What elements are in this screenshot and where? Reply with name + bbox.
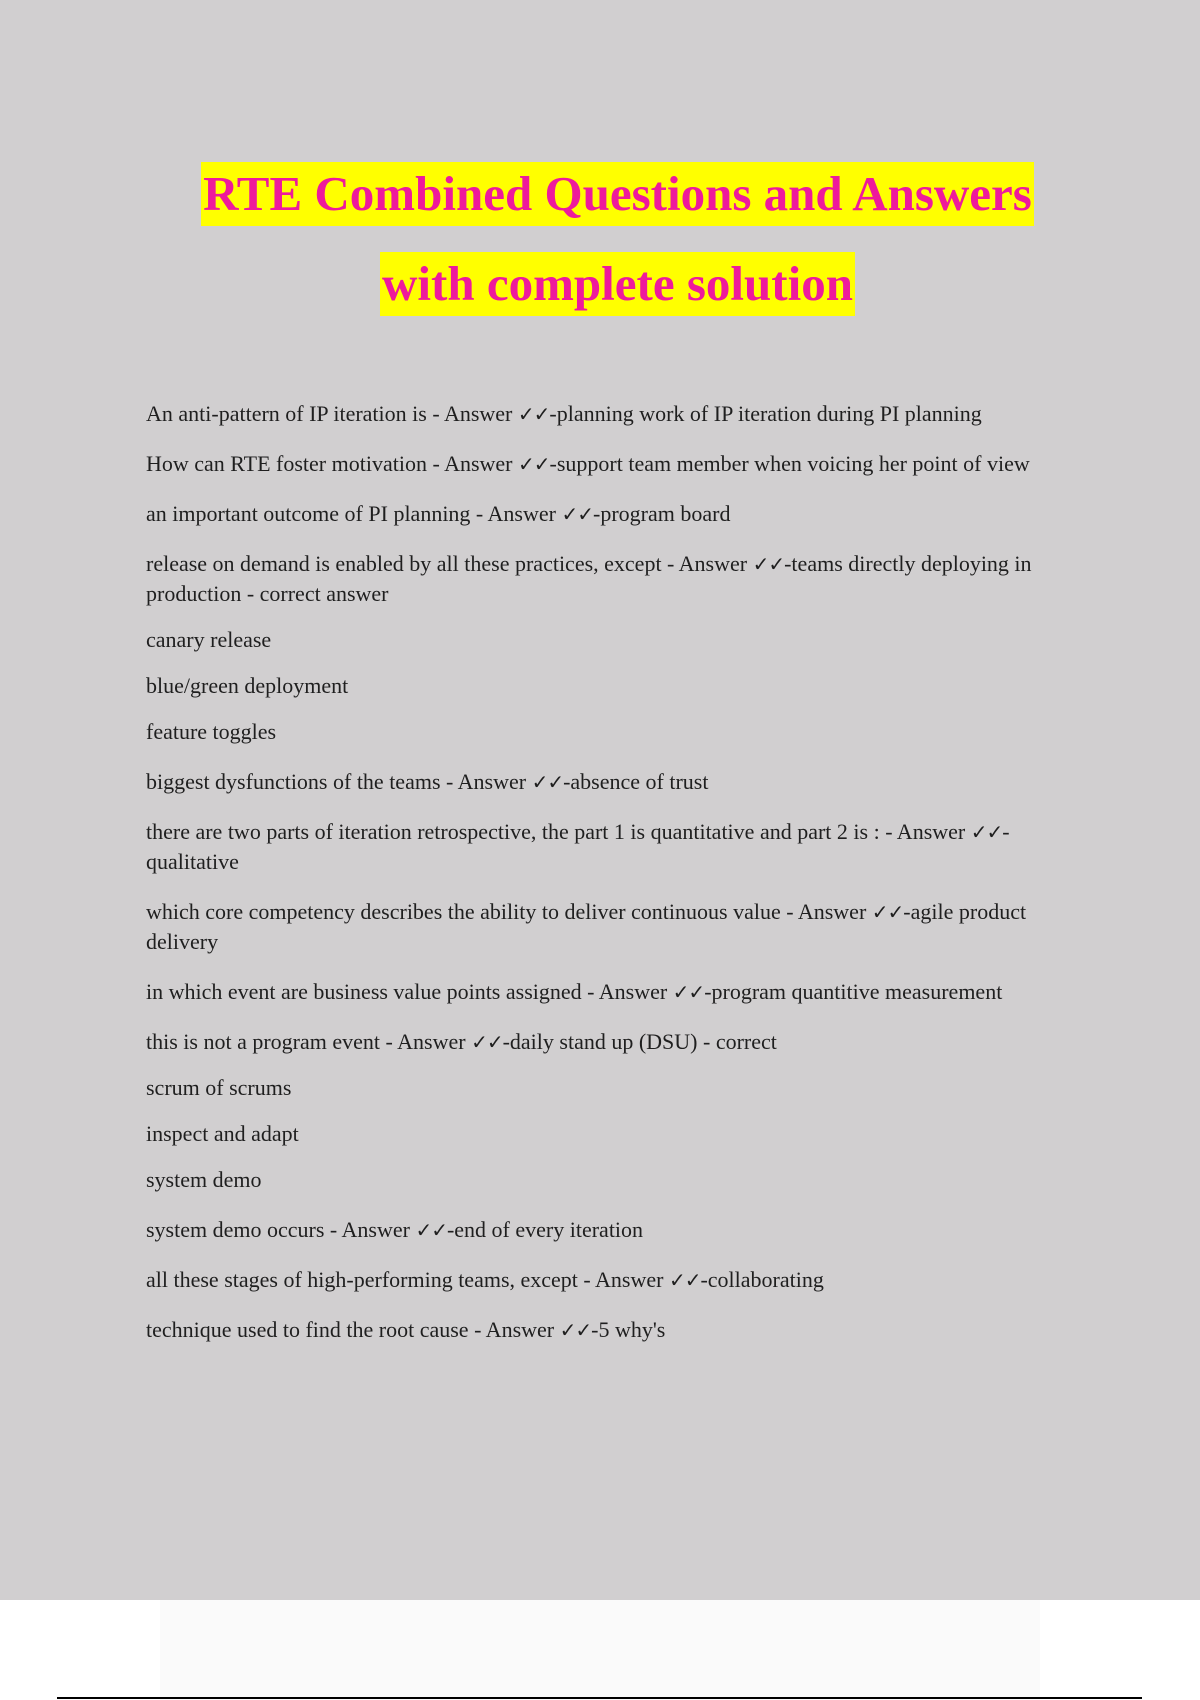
double-check-icon: ✓✓ (517, 402, 550, 426)
qa-item-6 (146, 817, 1076, 877)
answer-text: -daily stand up (DSU) - correct (502, 1029, 777, 1054)
qa-item-1 (146, 399, 1076, 429)
qa-list (146, 399, 1076, 1345)
list-item-scrum-of-scrums: scrum of scrums (146, 1075, 292, 1100)
qa-item-8 (146, 977, 1076, 1007)
qa-item-7 (146, 897, 1076, 957)
list-item-inspect-and-adapt: inspect and adapt (146, 1121, 299, 1146)
question-text: there are two parts of iteration retrospective, the part 1 is quantitative and part 2 is : - Answer (146, 819, 971, 844)
double-check-icon: ✓✓ (668, 1268, 701, 1292)
question-text: in which event are business value points assigned - Answer (146, 979, 673, 1004)
qa-item-3 (146, 499, 1076, 529)
footer-divider (57, 1697, 1142, 1699)
double-check-icon: ✓✓ (970, 820, 1003, 844)
page-footer-area (0, 1600, 1200, 1700)
question-text: biggest dysfunctions of the teams - Answer (146, 769, 532, 794)
qa-item-5 (146, 767, 1076, 797)
answer-text: -5 why's (591, 1317, 666, 1342)
question-text: an important outcome of PI planning - Answer (146, 501, 562, 526)
document-title (0, 162, 1200, 316)
question-text: this is not a program event - Answer (146, 1029, 472, 1054)
question-text: system demo occurs - Answer (146, 1217, 416, 1242)
question-text: technique used to find the root cause - Answer (146, 1317, 560, 1342)
qa-item-4 (146, 549, 1076, 609)
title-line-1: RTE Combined Questions and Answers (201, 162, 1034, 226)
list-item-feature-toggles: feature toggles (146, 719, 277, 744)
double-check-icon: ✓✓ (518, 452, 550, 476)
double-check-icon: ✓✓ (871, 900, 904, 924)
title-line-2: with complete solution (380, 252, 855, 316)
answer-text: -planning work of IP iteration during PI planning (549, 401, 982, 426)
question-text: An anti-pattern of IP iteration is - Answer (146, 401, 518, 426)
answer-text: -support team member when voicing her point of view (549, 451, 1030, 476)
list-item-system-demo: system demo (146, 1167, 262, 1192)
question-text: How can RTE foster motivation - Answer (146, 451, 518, 476)
answer-text: -qualitative (146, 819, 1010, 874)
qa-item-9 (146, 1027, 1076, 1057)
list-item-blue-green-deployment: blue/green deployment (146, 673, 349, 698)
qa-item-12 (146, 1315, 1076, 1345)
double-check-icon: ✓✓ (531, 770, 564, 794)
question-text: which core competency describes the ability to deliver continuous value - Answer (146, 899, 872, 924)
answer-text: -program quantitive measurement (704, 979, 1003, 1004)
qa-item-2 (146, 449, 1076, 479)
double-check-icon: ✓✓ (752, 552, 785, 576)
answer-text: -program board (593, 501, 731, 526)
qa-item-11 (146, 1265, 1076, 1295)
answer-text: -end of every iteration (446, 1217, 644, 1242)
qa-item-10 (146, 1215, 1076, 1245)
answer-text: -absence of trust (563, 769, 709, 794)
question-text: release on demand is enabled by all these practices, except - Answer (146, 551, 753, 576)
double-check-icon: ✓✓ (672, 980, 705, 1004)
answer-text: -agile product delivery (146, 899, 1027, 954)
double-check-icon: ✓✓ (559, 1318, 592, 1342)
double-check-icon: ✓✓ (561, 502, 593, 526)
double-check-icon: ✓✓ (415, 1218, 447, 1242)
answer-text: -teams directly deploying in production - correct answer (146, 551, 1032, 606)
question-text: all these stages of high-performing teams, except - Answer (146, 1267, 669, 1292)
list-item-canary-release: canary release (146, 627, 272, 652)
footer-panel (160, 1600, 1040, 1700)
answer-text: -collaborating (700, 1267, 824, 1292)
double-check-icon: ✓✓ (471, 1030, 503, 1054)
